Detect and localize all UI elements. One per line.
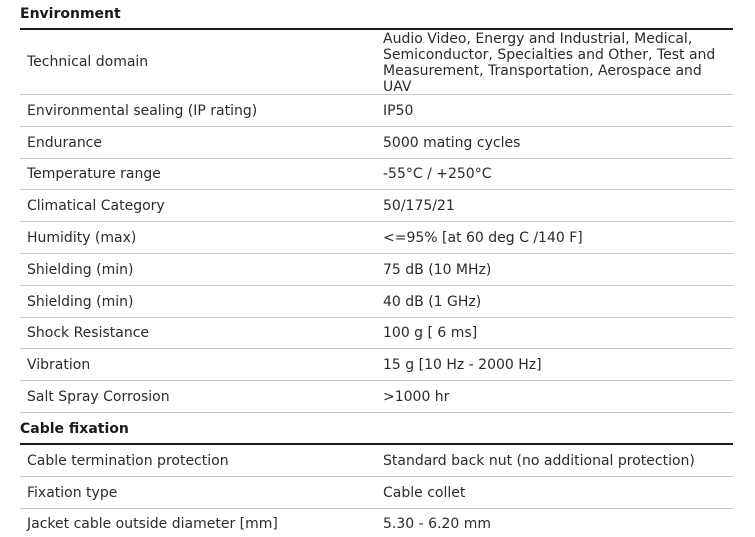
row-value: 40 dB (1 GHz) bbox=[383, 293, 482, 310]
row-label: Temperature range bbox=[27, 166, 161, 182]
table-row bbox=[20, 318, 733, 349]
table-row bbox=[20, 222, 733, 254]
row-value: -55°C / +250°C bbox=[383, 166, 492, 182]
table-row bbox=[20, 477, 733, 509]
table-row bbox=[20, 509, 733, 537]
row-value: Standard back nut (no additional protection) bbox=[383, 452, 695, 469]
row-value: Audio Video, Energy and Industrial, Medical, Semiconductor, Specialties and Other, Test and Measurement, Transportation, Aerospace and UAV bbox=[383, 30, 716, 95]
row-label: Fixation type bbox=[27, 484, 118, 501]
section-title-environment: Environment bbox=[20, 6, 121, 22]
table-row bbox=[20, 286, 733, 318]
table-row bbox=[20, 95, 733, 127]
row-label: Jacket cable outside diameter [mm] bbox=[27, 516, 278, 532]
row-value: >1000 hr bbox=[383, 388, 450, 405]
table-row bbox=[20, 190, 733, 222]
row-value: 15 g [10 Hz - 2000 Hz] bbox=[383, 356, 542, 373]
row-value: 5000 mating cycles bbox=[383, 134, 521, 151]
row-label: Salt Spray Corrosion bbox=[27, 388, 170, 405]
table-row bbox=[20, 445, 733, 477]
row-label: Shock Resistance bbox=[27, 325, 150, 341]
row-label: Vibration bbox=[27, 356, 91, 373]
row-value: <=95% [at 60 deg C /140 F] bbox=[383, 229, 583, 246]
section-title-cable-fixation: Cable fixation bbox=[20, 421, 129, 437]
row-value: 75 dB (10 MHz) bbox=[383, 261, 492, 278]
row-value: IP50 bbox=[383, 102, 414, 119]
table-row bbox=[20, 349, 733, 381]
row-label: Shielding (min) bbox=[27, 293, 134, 310]
row-value: Cable collet bbox=[383, 484, 466, 501]
row-label: Environmental sealing (IP rating) bbox=[27, 102, 258, 119]
table-row bbox=[20, 159, 733, 190]
row-value: 100 g [ 6 ms] bbox=[383, 325, 478, 341]
table-row bbox=[20, 30, 733, 95]
table-row bbox=[20, 381, 733, 413]
row-label: Cable termination protection bbox=[27, 452, 229, 469]
row-label: Climatical Category bbox=[27, 197, 165, 214]
row-value: 5.30 - 6.20 mm bbox=[383, 516, 492, 532]
row-label: Shielding (min) bbox=[27, 261, 134, 278]
table-row bbox=[20, 127, 733, 159]
row-label: Humidity (max) bbox=[27, 229, 137, 246]
row-label: Endurance bbox=[27, 134, 102, 151]
row-value: 50/175/21 bbox=[383, 197, 455, 214]
row-label: Technical domain bbox=[27, 54, 149, 70]
table-row bbox=[20, 254, 733, 286]
